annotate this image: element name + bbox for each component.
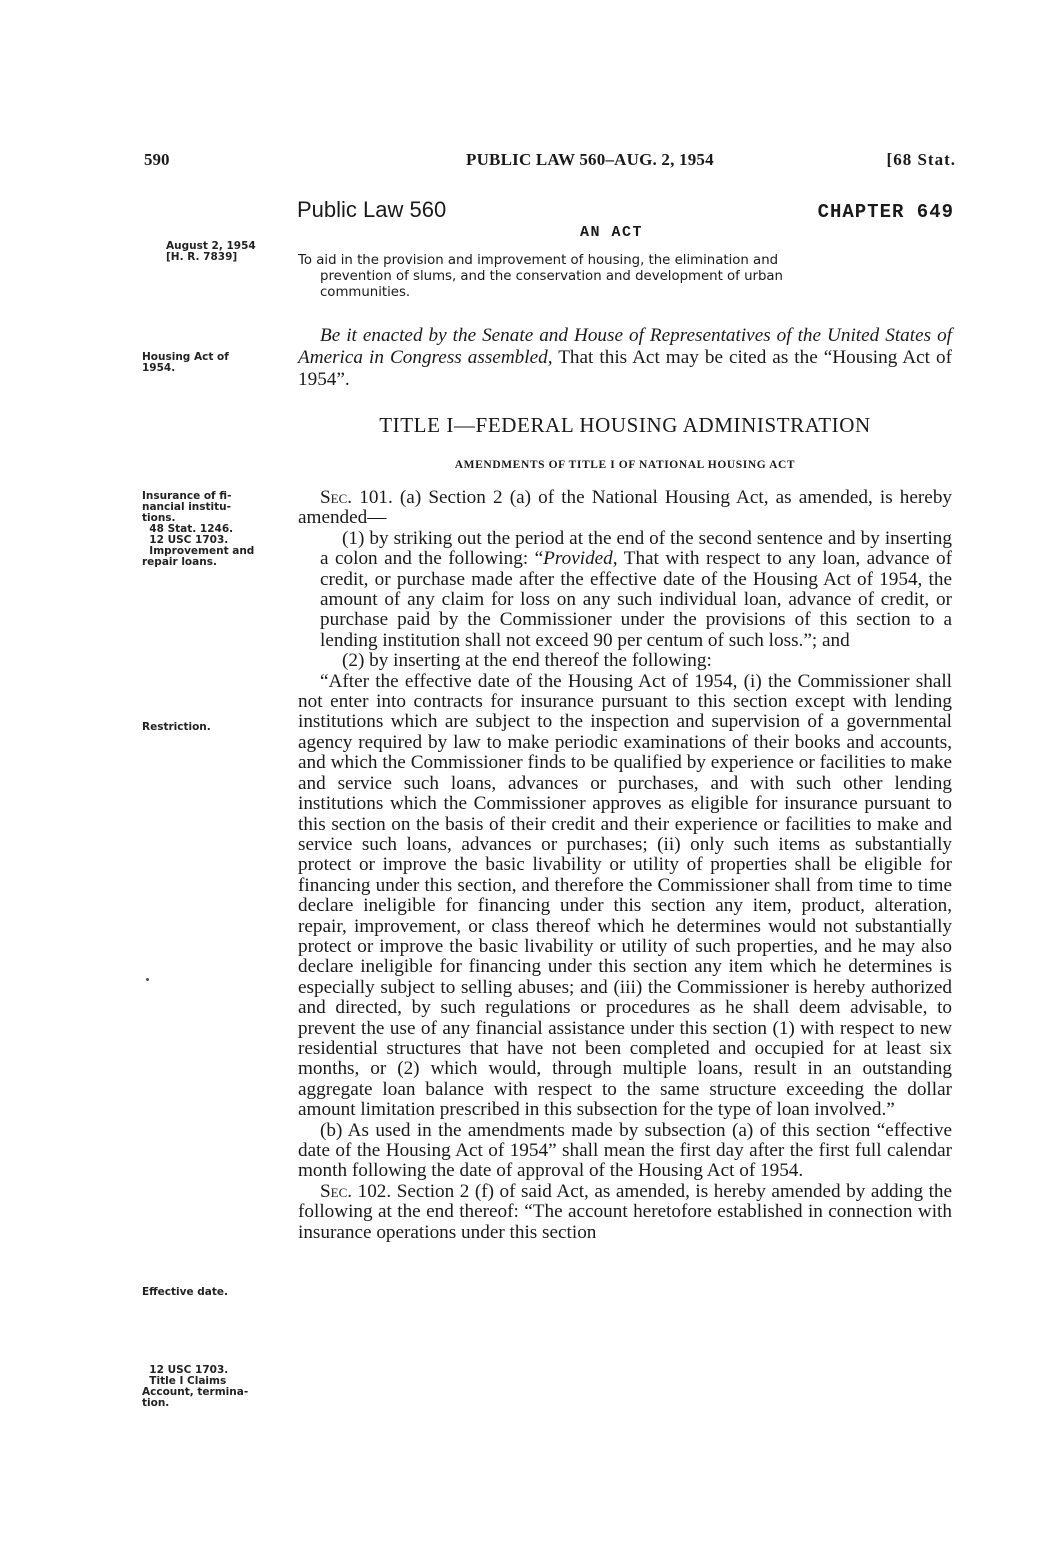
body-text — [298, 488, 952, 1243]
paragraph-b: (b) As used in the amendments made by subsection (a) of this section “effective date of the Housing Act of 1954” shall mean the first day after the first full calendar month following the date of approval of the Housing Act of 1954. — [298, 1119, 952, 1182]
sec-label: Sec. — [320, 1180, 353, 1202]
purpose-line: communities. — [320, 285, 411, 300]
margin-note-restriction: Restriction. — [142, 721, 211, 733]
purpose-line: To aid in the provision and improvement of housing, the elimination and — [298, 253, 779, 268]
para1-lead: (1) by striking out the period at the end of the second sentence and by inserting a colon and the following: “ — [320, 527, 952, 570]
section-101-text: 101. (a) Section 2 (a) of the National Housing Act, as amended, is hereby amended— — [298, 487, 953, 529]
statute-reference: [68 Stat. — [886, 150, 956, 169]
margin-note-effective-date: Effective date. — [142, 1286, 228, 1298]
act-purpose — [298, 253, 952, 301]
scan-mark — [146, 978, 149, 981]
running-title: PUBLIC LAW 560–AUG. 2, 1954 — [466, 150, 714, 169]
enacting-italic: Be it enacted by the Senate and House of Representatives of the United States of America in Congress assembled, — [298, 325, 952, 368]
provided-word: Provided, — [543, 548, 618, 570]
quoted-amendment: “After the effective date of the Housing Act of 1954, (i) the Commissioner shall not enter into contracts for insurance pursuant to this section except with lending institutions which are subject to the inspection and supervision of a governmental agency required by law to make periodic examinations of their books and accounts, and which the Commissioner finds to be qualified by experience or facilities to make and service such loans, advances or purchases, and with such other lending institutions which the Commissioner approves as eligible for insurance pursuant to this section on the basis of their credit and their experience or facilities to make and service such loans, advances or purchases; (ii) only such items as substantially protect or improve the basic livability or utility of properties shall be eligible for financing under this section, and therefore the Commissioner shall from time to time declare ineligible for financing under this section any item, product, alteration, repair, improvement, or class thereof which he determines would not substantially protect or improve the basic livability or utility of such properties, and he may also declare ineligible for financing under this section any item which he determines is especially subject to selling abuses; and (iii) the Commissioner is hereby authorized and directed, by such regulations or procedures as he shall deem advisable, to prevent the use of any financial assistance under this section (1) with respect to new residential structures that have not been completed and occupied for at least six months, or (2) which would, through multiple loans, result in an outstanding aggregate loan balance with respect to the same structure exceeding the dollar amount limitation prescribed in this subsection for the type of loan involved.” — [298, 670, 952, 1121]
page-header — [144, 150, 956, 176]
act-label: AN ACT — [580, 224, 644, 241]
margin-note-insurance: Insurance of fi- nancial institu- tions. 48 Stat. 1246. 12 USC 1703. Improvement and repair loans. — [142, 490, 255, 568]
enacting-clause — [298, 325, 952, 391]
page-number: 590 — [144, 150, 170, 169]
enacting-rest: That this Act may be cited as the “Housing Act of 1954”. — [298, 347, 952, 390]
section-102-text: 102. Section 2 (f) of said Act, as amended, is hereby amended by adding the following at the end thereof: “The account heretofore established in connection with insurance operations under this section — [298, 1180, 953, 1243]
margin-note-housing-act: Housing Act of 1954. — [142, 351, 229, 374]
title-heading: TITLE I—FEDERAL HOUSING ADMINISTRATION — [379, 413, 871, 437]
section-101 — [298, 488, 952, 529]
section-102 — [298, 1182, 952, 1243]
purpose-line: prevention of slums, and the conservation and development of urban — [320, 269, 783, 284]
paragraph-2: (2) by inserting at the end thereof the following: — [342, 650, 712, 672]
chapter-number: CHAPTER 649 — [817, 201, 954, 223]
subheading: AMENDMENTS OF TITLE I OF NATIONAL HOUSING ACT — [454, 459, 796, 471]
paragraph-1 — [298, 529, 952, 651]
margin-note-claims-account: 12 USC 1703. Title I Claims Account, termina- tion. — [142, 1364, 249, 1409]
public-law-number: Public Law 560 — [297, 197, 447, 222]
margin-note-date: August 2, 1954 [H. R. 7839] — [166, 240, 256, 263]
sec-label: Sec. — [320, 487, 353, 508]
para1-rest: That with respect to any loan, advance of credit, or purchase made after the effective date of the Housing Act of 1954, the amount of any claim for loss on any such individual loan, advance of credit, or purchase paid by the Commissioner under the provisions of this section to a lending institution shall not exceed 90 per centum of such loss.”; and — [320, 548, 952, 651]
